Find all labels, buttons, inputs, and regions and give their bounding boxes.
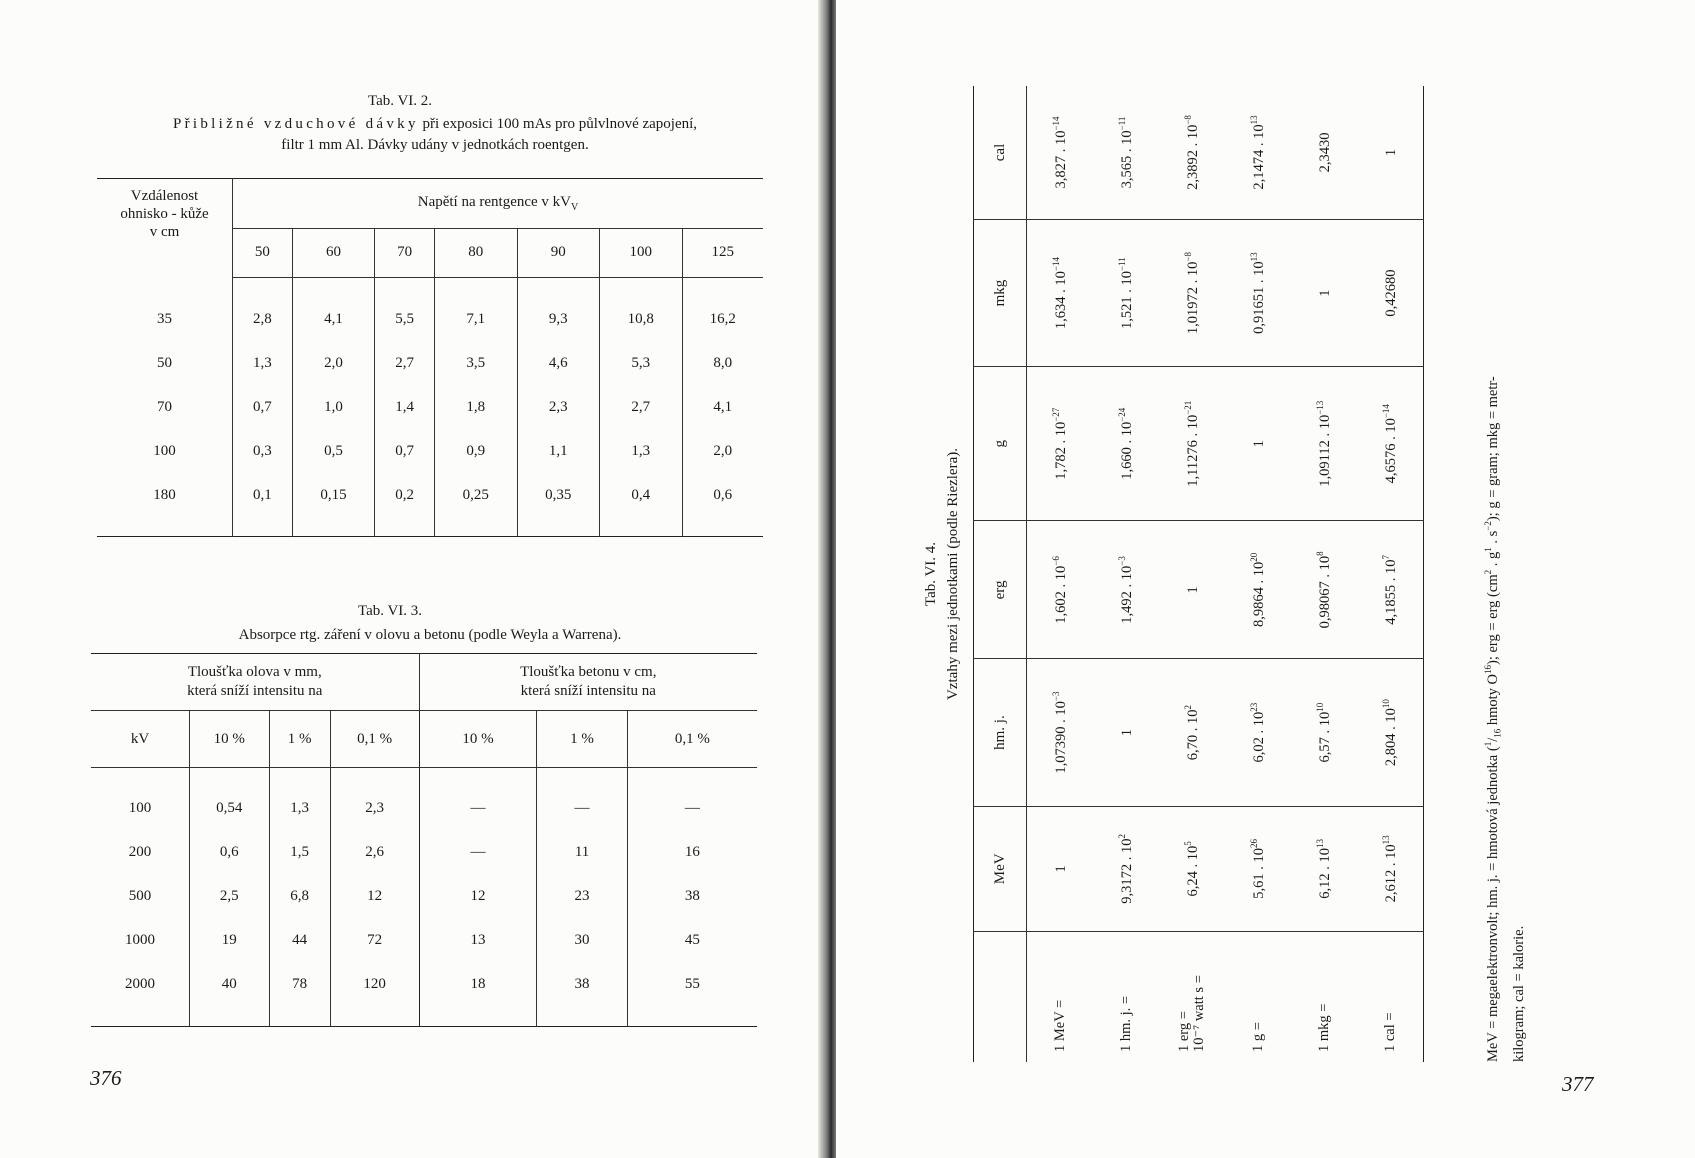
dose-cell: 1,3	[600, 430, 682, 474]
table-vi4-title: Tab. VI. 4.	[923, 541, 939, 607]
mantissa: 5,61 . 10	[1250, 847, 1267, 899]
concrete-cell: 16	[684, 843, 700, 860]
table-vi4-footnote: MeV = megaelektronvolt; hm. j. = hmotová jednotka ($^1/_{16}$ hmoty $O^{16}$); erg = erg ($cm^2$ . $g^1$ . $s^{-2}$); g = gram; mkg = metr- kilogram; cal = kalorie.	[1483, 376, 1527, 1062]
table-row	[1357, 86, 1424, 1062]
conversion-cell	[1357, 659, 1424, 806]
mantissa: 4,1855 . 10	[1382, 559, 1399, 625]
table-vi3	[91, 653, 757, 1027]
dose-cell: 4,1	[713, 399, 733, 415]
dose-cell: 0,7	[233, 386, 293, 430]
exponent: −3	[1050, 691, 1061, 702]
conversion-cell	[1357, 521, 1424, 659]
dose-cell: 5,3	[600, 342, 682, 386]
dose-cell: 0,25	[435, 474, 517, 537]
mantissa: 3,565 . 10	[1118, 130, 1135, 189]
mantissa: 0,91651 . 10	[1250, 261, 1267, 334]
lead-cell: 6,8	[269, 874, 330, 918]
lead-cell: 2,3	[330, 768, 419, 831]
conversion-cell	[1093, 659, 1159, 806]
conversion-cell	[1159, 367, 1225, 521]
table-vi2-body	[97, 277, 763, 536]
dose-cell: 10,8	[600, 277, 682, 342]
footnote-part: ); g = gram; mkg = metr-	[1484, 376, 1501, 522]
table-row	[1225, 86, 1291, 1062]
conversion-cell	[1027, 86, 1094, 219]
exponent: −8	[1182, 252, 1193, 262]
unit-row-label-text: 1 cal =	[1381, 1012, 1398, 1052]
mantissa: 4,6576 . 10	[1382, 418, 1399, 484]
unit-row-label-text: 1 hm. j. =	[1117, 995, 1134, 1052]
mantissa: 1,09112 . 10	[1316, 414, 1333, 487]
mantissa: 6,12 . 10	[1316, 847, 1333, 899]
concrete-cell: 13	[419, 918, 537, 962]
table-row	[91, 830, 757, 874]
footnote-part: MeV = megaelektronvolt; hm. j. = hmotová jednotka (	[1484, 746, 1501, 1062]
table-vi4-body	[1027, 86, 1424, 1062]
table-row	[91, 768, 757, 831]
table-row	[1093, 86, 1159, 1062]
voltage-header	[233, 179, 764, 229]
distance-cell: 180	[97, 474, 233, 537]
distance-cell: 50	[97, 342, 233, 386]
dose-cell: 1,4	[375, 386, 435, 430]
table-row	[91, 874, 757, 918]
dose-cell: 2,8	[233, 277, 293, 342]
left-page	[0, 0, 826, 1158]
concrete-cell: 23	[537, 874, 627, 918]
lead-cell: 19	[190, 918, 270, 962]
concrete-1pct-header: 1 %	[537, 711, 627, 768]
dose-cell: 1,1	[517, 430, 599, 474]
table-vi2-caption	[95, 114, 775, 156]
concrete-cell: 45	[684, 931, 700, 948]
conversion-cell	[1357, 367, 1424, 521]
t4-corner-header	[974, 932, 1027, 1063]
dose-cell: 1,0	[292, 386, 374, 430]
table-vi2-caption-line2: filtr 1 mm Al. Dávky udány v jednotkách roentgen.	[281, 137, 589, 153]
concrete-cell: —	[419, 768, 537, 831]
concrete-cell: 55	[684, 975, 700, 992]
footnote-part: 1	[1483, 547, 1493, 552]
dose-cell: 0,15	[292, 474, 374, 537]
mantissa: 6,02 . 10	[1250, 711, 1267, 763]
exponent: −14	[1050, 257, 1061, 272]
unit-row-label	[1093, 932, 1159, 1063]
mantissa: 1,11276 . 10	[1184, 414, 1201, 487]
dose-cell: 16,2	[709, 311, 736, 327]
mantissa: 1	[1118, 728, 1135, 737]
unit-row-label-text: 1 mkg =	[1315, 1003, 1332, 1052]
dose-cell: 2,0	[713, 443, 733, 459]
table-row	[97, 430, 763, 474]
conversion-cell	[1225, 521, 1291, 659]
mantissa: 2,612 . 10	[1382, 844, 1399, 903]
dose-cell: 7,1	[435, 277, 517, 342]
concrete-01pct-header: 0,1 %	[627, 711, 757, 768]
page-number-right: 377	[1562, 1072, 1594, 1096]
mantissa: 2,804 . 10	[1382, 708, 1399, 767]
dose-cell: 3,5	[435, 342, 517, 386]
mantissa: 1	[1052, 865, 1069, 873]
lead-cell: 120	[330, 962, 419, 1027]
concrete-cell: 38	[684, 887, 700, 904]
t4-col-header-mev: MeV	[974, 806, 1027, 931]
lead-cell: 0,54	[190, 768, 270, 831]
table-row	[97, 474, 763, 537]
concrete-cell: 12	[419, 874, 537, 918]
t4-col-header-erg: erg	[974, 521, 1027, 659]
mantissa: 1,07390 . 10	[1052, 701, 1069, 774]
kv-cell: 100	[91, 768, 190, 831]
footnote-part: . g	[1484, 551, 1501, 570]
unit-row-label	[1159, 932, 1225, 1063]
conversion-cell	[1159, 806, 1225, 931]
table-row	[91, 962, 757, 1027]
lead-10pct-header: 10 %	[190, 711, 270, 768]
unit-row-label-text: 1 MeV =	[1051, 999, 1068, 1052]
dose-cell: 5,5	[375, 277, 435, 342]
dose-cell: 8,0	[713, 355, 733, 371]
mantissa: 1,602 . 10	[1052, 565, 1069, 624]
exponent: 26	[1248, 838, 1259, 848]
corner-header-line: ohnisko - kůže	[120, 206, 209, 222]
conversion-cell	[1357, 806, 1424, 931]
conversion-cell	[1027, 806, 1094, 931]
conversion-cell	[1225, 219, 1291, 366]
exponent: 10	[1380, 699, 1391, 709]
mantissa: 1	[1184, 586, 1201, 594]
lead-cell: 1,3	[269, 768, 330, 831]
unit-row-label-text: 1 erg =	[1176, 1011, 1192, 1052]
lead-01pct-header: 0,1 %	[330, 711, 419, 768]
lead-cell: 2,5	[190, 874, 270, 918]
lead-cell: 0,6	[190, 830, 270, 874]
lead-cell: 12	[330, 874, 419, 918]
conversion-cell	[1027, 521, 1094, 659]
table-vi4	[973, 86, 1424, 1062]
concrete-group-line: která sníží intensitu na	[520, 683, 656, 699]
distance-cell: 100	[97, 430, 233, 474]
dose-cell: 0,35	[517, 474, 599, 537]
lead-cell: 1,5	[269, 830, 330, 874]
exponent: −8	[1182, 115, 1193, 125]
dose-cell: 4,1	[292, 277, 374, 342]
t4-col-header-hmj: hm. j.	[974, 659, 1027, 806]
exponent: −14	[1050, 116, 1061, 131]
mantissa: 6,57 . 10	[1316, 711, 1333, 763]
distance-cell: 35	[97, 277, 233, 342]
exponent: −21	[1182, 400, 1193, 415]
conversion-cell	[1027, 367, 1094, 521]
table-vi4-rotated	[923, 86, 1533, 1062]
unit-row-label	[1225, 932, 1291, 1063]
mantissa: 9,3172 . 10	[1118, 838, 1135, 904]
dose-cell: 4,6	[517, 342, 599, 386]
mantissa: 6,24 . 10	[1184, 845, 1201, 897]
conversion-cell	[1027, 659, 1094, 806]
unit-row-label	[1291, 932, 1357, 1063]
mantissa: 6,70 . 10	[1184, 709, 1201, 761]
conversion-cell	[1225, 367, 1291, 521]
kv-cell: 2000	[91, 962, 190, 1027]
kv-header: 70	[375, 229, 435, 277]
table-vi3-body	[91, 768, 757, 1027]
exponent: −13	[1314, 400, 1325, 415]
dose-cell: 2,3	[517, 386, 599, 430]
dose-cell: 2,0	[292, 342, 374, 386]
mantissa: 2,3430	[1316, 132, 1333, 173]
mantissa: 1,660 . 10	[1118, 421, 1135, 480]
table-vi3-title: Tab. VI. 3.	[357, 603, 423, 619]
dose-cell: 1,3	[233, 342, 293, 386]
conversion-cell	[1225, 86, 1291, 219]
corner-header	[97, 179, 233, 278]
footnote-part: kilogram; cal = kalorie.	[1510, 925, 1527, 1062]
table-row	[97, 386, 763, 430]
exponent: −6	[1050, 556, 1061, 566]
footnote-part: 1	[1483, 741, 1493, 747]
conversion-cell	[1159, 659, 1225, 806]
dose-cell: 0,7	[375, 430, 435, 474]
dose-cell: 2,7	[375, 342, 435, 386]
conversion-cell	[1291, 86, 1357, 219]
exponent: 13	[1380, 835, 1391, 845]
table-row	[1159, 86, 1225, 1062]
table-vi2-title: Tab. VI. 2.	[367, 93, 433, 109]
kv-header: 90	[517, 229, 599, 277]
table-vi2-caption-rest: při exposici 100 mAs pro půlvlnové zapojení,	[418, 116, 698, 132]
dose-cell: 2,7	[600, 386, 682, 430]
concrete-cell: 11	[537, 830, 627, 874]
conversion-cell	[1291, 367, 1357, 521]
unit-row-label	[1357, 932, 1424, 1063]
conversion-cell	[1159, 219, 1225, 366]
conversion-cell	[1291, 806, 1357, 931]
conversion-cell	[1291, 659, 1357, 806]
concrete-cell: 30	[537, 918, 627, 962]
kv-cell: 500	[91, 874, 190, 918]
kv-cell: 200	[91, 830, 190, 874]
concrete-group-line: Tloušťka betonu v cm,	[520, 664, 657, 680]
dose-cell: 0,3	[233, 430, 293, 474]
exponent: 20	[1248, 552, 1259, 562]
conversion-cell	[1291, 219, 1357, 366]
mantissa: 8,9864 . 10	[1250, 561, 1267, 628]
concrete-group-header	[419, 654, 757, 711]
conversion-cell	[1093, 86, 1159, 219]
dose-cell: 0,4	[600, 474, 682, 537]
t4-col-header-mkg: mkg	[974, 219, 1027, 366]
exponent: 23	[1248, 702, 1259, 712]
exponent: 13	[1248, 252, 1259, 262]
footnote-part: 16	[1492, 728, 1503, 738]
conversion-cell	[1093, 521, 1159, 659]
exponent: 10	[1314, 702, 1325, 712]
footnote-part: . s	[1484, 530, 1501, 548]
mantissa: 3,827 . 10	[1052, 130, 1069, 189]
conversion-cell	[1357, 219, 1424, 366]
kv-header: 50	[233, 229, 293, 277]
exponent: 13	[1248, 115, 1259, 125]
voltage-header-sub: V	[571, 202, 579, 214]
mantissa: 1	[1250, 440, 1267, 448]
conversion-cell	[1225, 659, 1291, 806]
table-row	[97, 277, 763, 342]
table-row	[97, 342, 763, 386]
mantissa: 0,98067 . 10	[1316, 555, 1333, 629]
mantissa: 2,1474 . 10	[1250, 124, 1267, 190]
lead-cell: 40	[190, 962, 270, 1027]
concrete-cell: —	[419, 830, 537, 874]
exponent: −11	[1116, 257, 1127, 271]
footnote-part: 2	[1483, 569, 1493, 575]
lead-group-line: Tloušťka olova v mm,	[187, 664, 322, 680]
table-row	[1027, 86, 1094, 1062]
exponent: 2	[1116, 833, 1127, 839]
dose-cell: 0,2	[375, 474, 435, 537]
kv-header: 60	[292, 229, 374, 277]
exponent: −11	[1116, 116, 1127, 131]
dose-cell: 1,8	[435, 386, 517, 430]
table-row	[1291, 86, 1357, 1062]
kv-cell: 1000	[91, 918, 190, 962]
corner-header-line: v cm	[149, 224, 180, 240]
exponent: −24	[1116, 407, 1127, 422]
distance-cell: 70	[97, 386, 233, 430]
table-row	[91, 918, 757, 962]
exponent: 8	[1314, 551, 1325, 556]
exponent: −14	[1380, 404, 1391, 419]
lead-cell: 72	[330, 918, 419, 962]
concrete-cell: —	[684, 799, 700, 816]
table-vi2	[97, 178, 763, 537]
voltage-header-text: Napětí na rentgence v kV	[417, 194, 572, 211]
corner-header-line: Vzdálenost	[130, 188, 199, 204]
unit-row-label	[1027, 932, 1094, 1063]
mantissa: 1,634 . 10	[1052, 271, 1069, 330]
mantissa: 1,01972 . 10	[1184, 261, 1201, 335]
footnote-part: 16	[1483, 664, 1493, 674]
dose-cell: 0,5	[292, 430, 374, 474]
conversion-cell	[1093, 219, 1159, 366]
footnote-part: −2	[1483, 521, 1493, 531]
lead-cell: 78	[269, 962, 330, 1027]
dose-cell: 9,3	[517, 277, 599, 342]
footnote-part: hmoty O	[1484, 673, 1501, 729]
mantissa: 1	[1382, 148, 1399, 157]
lead-cell: 44	[269, 918, 330, 962]
exponent: −27	[1050, 407, 1061, 422]
footnote-part: ); erg = erg (cm	[1484, 574, 1501, 665]
page-number-left: 376	[90, 1066, 122, 1090]
kv-header: 125	[682, 229, 763, 277]
mantissa: 0,42680	[1382, 269, 1399, 317]
kv-header: 100	[600, 229, 682, 277]
t4-col-header-g: g	[974, 367, 1027, 521]
concrete-10pct-header: 10 %	[419, 711, 537, 768]
unit-row-label-extra: 10⁻⁷ watt s =	[1191, 975, 1207, 1052]
exponent: 7	[1380, 555, 1391, 560]
table-vi4-caption: Vztahy mezi jednotkami (podle Riezlera).	[945, 448, 961, 700]
conversion-cell	[1093, 367, 1159, 521]
lead-cell: 2,6	[330, 830, 419, 874]
lead-group-header	[91, 654, 419, 711]
dose-cell: 0,9	[435, 430, 517, 474]
conversion-cell	[1291, 521, 1357, 659]
lead-1pct-header: 1 %	[269, 711, 330, 768]
unit-row-label-text: 1 g =	[1249, 1022, 1266, 1052]
exponent: 2	[1182, 704, 1193, 710]
table-vi2-caption-spaced: Přibližné vzduchové dávky	[172, 116, 419, 132]
exponent: −3	[1116, 556, 1127, 566]
mantissa: 1	[1316, 289, 1333, 297]
kv-header: 80	[435, 229, 517, 277]
conversion-cell	[1357, 86, 1424, 219]
exponent: 13	[1314, 838, 1325, 848]
mantissa: 1,782 . 10	[1052, 421, 1069, 480]
concrete-cell: —	[537, 768, 627, 831]
exponent: 5	[1182, 841, 1193, 846]
concrete-cell: 38	[537, 962, 627, 1027]
conversion-cell	[1159, 521, 1225, 659]
mantissa: 1,521 . 10	[1118, 270, 1135, 329]
table-vi3-caption: Absorpce rtg. záření v olovu a betonu (podle Weyla a Warrena).	[238, 627, 622, 643]
mantissa: 2,3892 . 10	[1184, 124, 1201, 190]
t4-col-header-cal: cal	[974, 86, 1027, 219]
lead-group-line: která sníží intensitu na	[187, 683, 323, 699]
dose-cell: 0,1	[233, 474, 293, 537]
conversion-cell	[1159, 86, 1225, 219]
mantissa: 1,492 . 10	[1118, 565, 1135, 624]
dose-cell: 0,6	[713, 487, 733, 503]
conversion-cell	[1225, 806, 1291, 931]
concrete-cell: 18	[419, 962, 537, 1027]
conversion-cell	[1027, 219, 1094, 366]
conversion-cell	[1093, 806, 1159, 931]
kv-column-header: kV	[91, 711, 190, 768]
